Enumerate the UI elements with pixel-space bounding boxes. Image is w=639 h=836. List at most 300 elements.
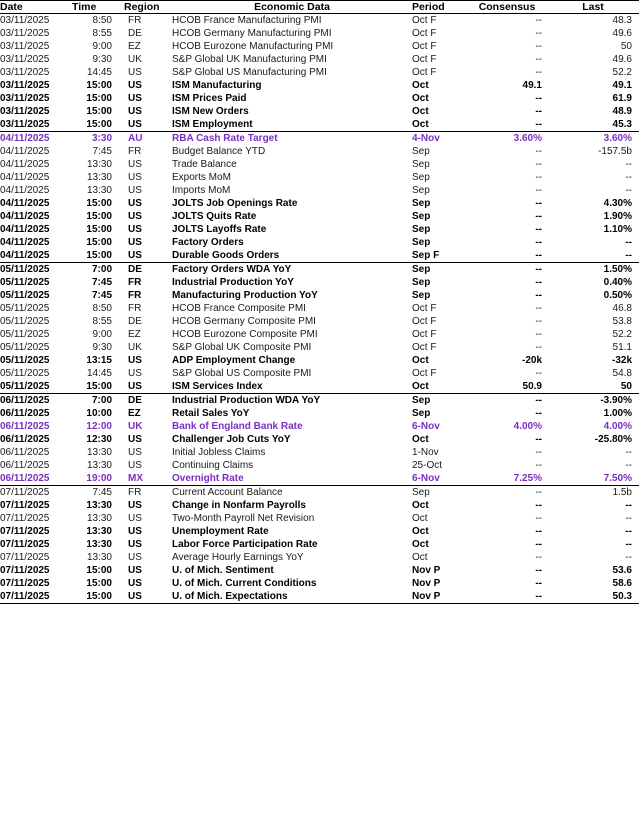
cell-consensus: -- bbox=[535, 41, 542, 52]
cell-region: EZ bbox=[128, 408, 141, 419]
cell-time: 7:45 bbox=[72, 486, 120, 500]
cell-consensus: -- bbox=[535, 28, 542, 39]
cell-time: 13:30 bbox=[86, 513, 112, 524]
cell-last: -- bbox=[625, 552, 632, 563]
cell-consensus: -- bbox=[535, 106, 542, 117]
cell-event: Exports MoM bbox=[172, 172, 231, 183]
cell-date: 04/11/2025 bbox=[0, 185, 50, 196]
cell-time: 13:30 bbox=[86, 159, 112, 170]
table-row[interactable] bbox=[0, 105, 639, 118]
cell-date: 03/11/2025 bbox=[0, 67, 50, 78]
cell-consensus: -- bbox=[535, 277, 542, 288]
cell-time: 8:50 bbox=[92, 15, 112, 26]
cell-region: US bbox=[128, 93, 142, 104]
cell-event: Average Hourly Earnings YoY bbox=[172, 552, 304, 563]
cell-event: Challenger Job Cuts YoY bbox=[172, 434, 291, 445]
cell-last: 4.30% bbox=[603, 198, 632, 209]
cell-time: 15:00 bbox=[86, 381, 112, 392]
table-row[interactable] bbox=[0, 499, 639, 512]
cell-region: US bbox=[128, 578, 142, 589]
table-row[interactable] bbox=[0, 420, 639, 433]
cell-last: 50 bbox=[620, 381, 632, 392]
cell-region: US bbox=[128, 447, 142, 458]
cell-region: FR bbox=[128, 290, 142, 301]
cell-region: US bbox=[128, 172, 142, 183]
table-row[interactable] bbox=[0, 341, 639, 354]
cell-period: Oct bbox=[412, 513, 428, 524]
cell-time: 13:30 bbox=[86, 447, 112, 458]
table-row[interactable] bbox=[0, 210, 639, 223]
cell-period: Sep F bbox=[412, 250, 440, 261]
cell-date: 07/11/2025 bbox=[0, 526, 50, 537]
cell-last: 4.00% bbox=[603, 421, 632, 432]
table-row[interactable] bbox=[0, 92, 639, 105]
cell-event: ISM Employment bbox=[172, 119, 253, 130]
table-row[interactable] bbox=[0, 433, 639, 446]
cell-period: Sep bbox=[412, 224, 431, 235]
cell-event: JOLTS Layoffs Rate bbox=[172, 224, 267, 235]
cell-last: -- bbox=[625, 526, 632, 537]
cell-time: 7:45 bbox=[92, 146, 112, 157]
cell-consensus: -- bbox=[535, 119, 542, 130]
cell-consensus: -- bbox=[468, 486, 550, 500]
cell-date: 06/11/2025 bbox=[0, 473, 50, 484]
table-row[interactable] bbox=[0, 538, 639, 551]
cell-event: Labor Force Participation Rate bbox=[172, 539, 318, 550]
table-row[interactable] bbox=[0, 564, 639, 577]
table-row[interactable] bbox=[0, 263, 639, 277]
cell-last: -- bbox=[625, 237, 632, 248]
table-row[interactable] bbox=[0, 512, 639, 525]
cell-date: 07/11/2025 bbox=[0, 552, 50, 563]
cell-event: JOLTS Quits Rate bbox=[172, 211, 257, 222]
cell-region: DE bbox=[120, 394, 172, 408]
cell-last: -25.80% bbox=[594, 434, 632, 445]
cell-region: US bbox=[128, 106, 142, 117]
cell-period: Oct bbox=[412, 106, 429, 117]
cell-period: Sep bbox=[412, 159, 430, 170]
table-row[interactable] bbox=[0, 249, 639, 263]
cell-period: Sep bbox=[412, 408, 431, 419]
cell-period: Oct bbox=[412, 539, 429, 550]
cell-date: 03/11/2025 bbox=[0, 28, 50, 39]
column-header-consensus[interactable]: Consensus bbox=[468, 1, 550, 14]
cell-time: 15:00 bbox=[86, 250, 112, 261]
cell-time: 15:00 bbox=[86, 211, 112, 222]
table-row[interactable] bbox=[0, 171, 639, 184]
cell-region: EZ bbox=[128, 329, 141, 340]
table-row[interactable] bbox=[0, 66, 639, 79]
column-header-economic-data[interactable]: Economic Data bbox=[172, 1, 412, 14]
cell-event: Manufacturing Production YoY bbox=[172, 290, 318, 301]
cell-last: -- bbox=[625, 460, 632, 471]
cell-period: Oct bbox=[412, 93, 429, 104]
cell-last: 0.40% bbox=[603, 277, 632, 288]
cell-region: EZ bbox=[128, 41, 141, 52]
cell-event: Factory Orders WDA YoY bbox=[172, 263, 412, 277]
cell-date: 07/11/2025 bbox=[0, 578, 50, 589]
cell-last: -32k bbox=[611, 355, 632, 366]
cell-event: Imports MoM bbox=[172, 185, 231, 196]
cell-event: Budget Balance YTD bbox=[172, 146, 266, 157]
table-body bbox=[0, 14, 639, 604]
cell-consensus: 3.60% bbox=[468, 132, 550, 146]
cell-event: Continuing Claims bbox=[172, 460, 254, 471]
cell-time: 9:00 bbox=[92, 41, 112, 52]
cell-date: 04/11/2025 bbox=[0, 159, 50, 170]
table-row[interactable] bbox=[0, 577, 639, 590]
cell-period: Nov P bbox=[412, 578, 441, 589]
cell-event: Bank of England Bank Rate bbox=[172, 421, 303, 432]
cell-date: 07/11/2025 bbox=[0, 486, 72, 500]
cell-last: 51.1 bbox=[612, 342, 632, 353]
cell-date: 05/11/2025 bbox=[0, 277, 50, 288]
cell-period: Oct bbox=[412, 526, 429, 537]
table-row[interactable] bbox=[0, 276, 639, 289]
cell-event: Change in Nonfarm Payrolls bbox=[172, 500, 306, 511]
cell-date: 04/11/2025 bbox=[0, 237, 50, 248]
cell-consensus: -- bbox=[535, 342, 542, 353]
cell-time: 10:00 bbox=[86, 408, 112, 419]
table-row[interactable] bbox=[0, 40, 639, 53]
cell-period: 4-Nov bbox=[412, 132, 468, 146]
cell-event: Retail Sales YoY bbox=[172, 408, 250, 419]
cell-consensus: -- bbox=[535, 316, 542, 327]
cell-region: US bbox=[128, 434, 142, 445]
cell-event: HCOB Eurozone Manufacturing PMI bbox=[172, 41, 334, 52]
cell-last: -- bbox=[625, 159, 632, 170]
cell-event: HCOB Germany Manufacturing PMI bbox=[172, 28, 332, 39]
table-row[interactable] bbox=[0, 236, 639, 249]
cell-last: 1.90% bbox=[603, 211, 632, 222]
table-row[interactable] bbox=[0, 79, 639, 92]
cell-time: 15:00 bbox=[86, 106, 112, 117]
cell-time: 13:30 bbox=[86, 172, 112, 183]
cell-period: Oct F bbox=[412, 15, 437, 26]
cell-date: 05/11/2025 bbox=[0, 342, 50, 353]
cell-region: US bbox=[128, 237, 142, 248]
table-row[interactable] bbox=[0, 590, 639, 603]
cell-last: 48.9 bbox=[612, 106, 632, 117]
cell-date: 03/11/2025 bbox=[0, 41, 50, 52]
cell-event: Unemployment Rate bbox=[172, 526, 269, 537]
cell-consensus: -- bbox=[535, 552, 542, 563]
cell-region: US bbox=[128, 198, 142, 209]
cell-last: -- bbox=[625, 500, 632, 511]
cell-consensus: -- bbox=[535, 250, 542, 261]
cell-region: US bbox=[128, 355, 142, 366]
cell-date: 05/11/2025 bbox=[0, 303, 50, 314]
table-header-row bbox=[0, 1, 639, 14]
table-row[interactable] bbox=[0, 328, 639, 341]
table-row[interactable] bbox=[0, 394, 639, 408]
cell-event: JOLTS Job Openings Rate bbox=[172, 198, 298, 209]
cell-last: 45.3 bbox=[612, 119, 632, 130]
cell-period: Oct bbox=[412, 381, 429, 392]
cell-last: 1.5b bbox=[550, 486, 639, 500]
cell-region: US bbox=[128, 500, 142, 511]
table-row[interactable] bbox=[0, 525, 639, 538]
cell-region: US bbox=[128, 565, 142, 576]
cell-consensus: -- bbox=[535, 159, 542, 170]
cell-time: 13:30 bbox=[86, 185, 112, 196]
cell-time: 13:30 bbox=[86, 526, 112, 537]
cell-time: 15:00 bbox=[86, 237, 112, 248]
cell-last: 1.00% bbox=[603, 408, 632, 419]
cell-consensus: -- bbox=[535, 54, 542, 65]
column-header-date[interactable]: Date bbox=[0, 1, 72, 14]
cell-period: Oct bbox=[412, 434, 429, 445]
table-row[interactable] bbox=[0, 14, 639, 28]
cell-date: 07/11/2025 bbox=[0, 500, 50, 511]
cell-date: 07/11/2025 bbox=[0, 565, 50, 576]
cell-date: 06/11/2025 bbox=[0, 460, 50, 471]
cell-consensus: -- bbox=[535, 368, 542, 379]
cell-event: U. of Mich. Sentiment bbox=[172, 565, 274, 576]
cell-region: US bbox=[128, 211, 142, 222]
cell-date: 06/11/2025 bbox=[0, 434, 50, 445]
cell-event: U. of Mich. Expectations bbox=[172, 591, 288, 602]
cell-time: 8:55 bbox=[92, 316, 112, 327]
cell-date: 04/11/2025 bbox=[0, 172, 50, 183]
table-row[interactable] bbox=[0, 197, 639, 210]
cell-last: 50 bbox=[620, 41, 632, 52]
cell-event: Durable Goods Orders bbox=[172, 250, 280, 261]
cell-time: 8:50 bbox=[92, 303, 112, 314]
cell-consensus: -- bbox=[535, 211, 542, 222]
cell-period: Oct bbox=[412, 552, 428, 563]
cell-event: Initial Jobless Claims bbox=[172, 447, 266, 458]
table-row[interactable] bbox=[0, 132, 639, 146]
cell-region: US bbox=[128, 591, 142, 602]
table-row[interactable] bbox=[0, 407, 639, 420]
cell-region: FR bbox=[128, 146, 142, 157]
cell-event: S&P Global US Composite PMI bbox=[172, 368, 312, 379]
cell-event: Factory Orders bbox=[172, 237, 244, 248]
cell-last: 52.2 bbox=[612, 67, 632, 78]
cell-period: Sep bbox=[412, 198, 431, 209]
cell-period: Sep bbox=[412, 172, 430, 183]
cell-period: 6-Nov bbox=[412, 473, 440, 484]
cell-time: 7:45 bbox=[91, 290, 112, 301]
cell-date: 06/11/2025 bbox=[0, 394, 72, 408]
table-row[interactable] bbox=[0, 459, 639, 472]
cell-date: 06/11/2025 bbox=[0, 447, 50, 458]
cell-consensus: -- bbox=[535, 329, 542, 340]
cell-last: -- bbox=[625, 539, 632, 550]
cell-date: 05/11/2025 bbox=[0, 316, 50, 327]
cell-time: 9:30 bbox=[92, 54, 112, 65]
cell-consensus: -- bbox=[535, 237, 542, 248]
cell-region: UK bbox=[128, 342, 142, 353]
cell-date: 07/11/2025 bbox=[0, 539, 50, 550]
cell-event: Overnight Rate bbox=[172, 473, 244, 484]
cell-date: 04/11/2025 bbox=[0, 132, 72, 146]
cell-consensus: -- bbox=[535, 539, 542, 550]
cell-date: 03/11/2025 bbox=[0, 119, 50, 130]
cell-period: Oct bbox=[412, 355, 429, 366]
cell-consensus: -- bbox=[535, 290, 542, 301]
cell-region: US bbox=[128, 159, 142, 170]
table-header bbox=[0, 1, 639, 14]
cell-time: 13:30 bbox=[86, 552, 112, 563]
table-row[interactable] bbox=[0, 551, 639, 564]
table-row[interactable] bbox=[0, 486, 639, 500]
cell-date: 05/11/2025 bbox=[0, 368, 50, 379]
table-row[interactable] bbox=[0, 158, 639, 171]
cell-consensus: 4.00% bbox=[513, 421, 542, 432]
cell-event: U. of Mich. Current Conditions bbox=[172, 578, 317, 589]
cell-time: 8:55 bbox=[92, 28, 112, 39]
cell-region: DE bbox=[128, 28, 142, 39]
cell-period: Sep bbox=[412, 486, 468, 500]
cell-time: 15:00 bbox=[86, 224, 112, 235]
cell-last: -- bbox=[625, 172, 632, 183]
cell-event: HCOB Eurozone Composite PMI bbox=[172, 329, 318, 340]
column-header-period[interactable]: Period bbox=[412, 1, 468, 14]
cell-last: 0.50% bbox=[603, 290, 632, 301]
cell-time: 7:00 bbox=[72, 394, 120, 408]
cell-last: 61.9 bbox=[612, 93, 632, 104]
cell-region: UK bbox=[128, 421, 143, 432]
cell-region: US bbox=[128, 552, 142, 563]
cell-date: 04/11/2025 bbox=[0, 250, 50, 261]
cell-time: 15:00 bbox=[86, 565, 112, 576]
table-row[interactable] bbox=[0, 315, 639, 328]
cell-last: 49.6 bbox=[612, 28, 632, 39]
cell-last: 3.60% bbox=[550, 132, 639, 146]
cell-time: 12:00 bbox=[86, 421, 112, 432]
cell-date: 04/11/2025 bbox=[0, 198, 50, 209]
cell-date: 05/11/2025 bbox=[0, 381, 50, 392]
cell-period: Sep bbox=[412, 237, 431, 248]
cell-region: AU bbox=[120, 132, 172, 146]
cell-time: 13:30 bbox=[86, 500, 112, 511]
cell-date: 05/11/2025 bbox=[0, 329, 50, 340]
cell-consensus: -- bbox=[535, 408, 542, 419]
cell-period: Oct F bbox=[412, 54, 437, 65]
cell-consensus: -- bbox=[535, 224, 542, 235]
cell-consensus: -- bbox=[535, 565, 542, 576]
cell-period: Oct F bbox=[412, 67, 437, 78]
cell-date: 06/11/2025 bbox=[0, 408, 50, 419]
cell-last: 54.8 bbox=[612, 368, 632, 379]
table-row[interactable] bbox=[0, 53, 639, 66]
column-header-region[interactable]: Region bbox=[120, 1, 172, 14]
cell-last: 58.6 bbox=[612, 578, 632, 589]
cell-period: 6-Nov bbox=[412, 421, 440, 432]
cell-period: Oct F bbox=[412, 28, 437, 39]
cell-event: HCOB Germany Composite PMI bbox=[172, 316, 316, 327]
cell-last: 46.8 bbox=[612, 303, 632, 314]
cell-last: 48.3 bbox=[612, 15, 632, 26]
cell-period: Sep bbox=[412, 211, 431, 222]
cell-time: 15:00 bbox=[86, 80, 112, 91]
cell-consensus: -- bbox=[535, 93, 542, 104]
cell-event: Industrial Production WDA YoY bbox=[172, 394, 412, 408]
economic-calendar-table bbox=[0, 1, 639, 603]
cell-period: Oct F bbox=[412, 368, 437, 379]
cell-date: 07/11/2025 bbox=[0, 591, 50, 602]
cell-last: 53.8 bbox=[612, 316, 632, 327]
table-row[interactable] bbox=[0, 118, 639, 132]
cell-date: 05/11/2025 bbox=[0, 355, 50, 366]
cell-consensus: -- bbox=[535, 578, 542, 589]
cell-event: ISM Prices Paid bbox=[172, 93, 247, 104]
cell-last: 49.6 bbox=[612, 54, 632, 65]
table-row[interactable] bbox=[0, 380, 639, 394]
cell-last: 49.1 bbox=[612, 80, 632, 91]
cell-time: 15:00 bbox=[86, 198, 112, 209]
cell-period: Oct bbox=[412, 119, 429, 130]
table-row[interactable] bbox=[0, 27, 639, 40]
cell-event: RBA Cash Rate Target bbox=[172, 132, 412, 146]
cell-period: Nov P bbox=[412, 591, 441, 602]
cell-event: S&P Global US Manufacturing PMI bbox=[172, 67, 327, 78]
table-row[interactable] bbox=[0, 302, 639, 315]
cell-time: 7:00 bbox=[72, 263, 120, 277]
cell-event: ISM Manufacturing bbox=[172, 80, 262, 91]
cell-last: 50.3 bbox=[612, 591, 632, 602]
table-row[interactable] bbox=[0, 354, 639, 367]
column-header-time[interactable]: Time bbox=[72, 1, 120, 14]
cell-date: 03/11/2025 bbox=[0, 15, 50, 26]
cell-time: 15:00 bbox=[86, 591, 112, 602]
cell-date: 05/11/2025 bbox=[0, 263, 72, 277]
cell-consensus: -- bbox=[535, 591, 542, 602]
cell-time: 9:00 bbox=[92, 329, 112, 340]
cell-date: 04/11/2025 bbox=[0, 224, 50, 235]
cell-region: US bbox=[128, 513, 142, 524]
cell-time: 7:45 bbox=[91, 277, 112, 288]
cell-event: ADP Employment Change bbox=[172, 355, 296, 366]
cell-period: Sep bbox=[412, 277, 431, 288]
cell-region: DE bbox=[128, 316, 142, 327]
table-row[interactable] bbox=[0, 367, 639, 380]
cell-region: US bbox=[128, 526, 142, 537]
table-row[interactable] bbox=[0, 472, 639, 486]
cell-region: US bbox=[128, 67, 142, 78]
cell-time: 14:45 bbox=[86, 368, 112, 379]
cell-period: Sep bbox=[412, 185, 430, 196]
cell-region: US bbox=[128, 539, 142, 550]
cell-period: 25-Oct bbox=[412, 460, 443, 471]
cell-date: 03/11/2025 bbox=[0, 54, 50, 65]
cell-consensus: -- bbox=[535, 447, 542, 458]
table-row[interactable] bbox=[0, 289, 639, 302]
cell-consensus: -- bbox=[535, 67, 542, 78]
cell-consensus: -- bbox=[535, 434, 542, 445]
cell-region: DE bbox=[120, 263, 172, 277]
cell-date: 04/11/2025 bbox=[0, 211, 50, 222]
table-row[interactable] bbox=[0, 145, 639, 158]
cell-region: US bbox=[128, 80, 142, 91]
cell-region: US bbox=[128, 250, 142, 261]
cell-consensus: -- bbox=[535, 172, 542, 183]
table-row[interactable] bbox=[0, 184, 639, 197]
column-header-last[interactable]: Last bbox=[550, 1, 639, 14]
cell-period: Nov P bbox=[412, 565, 441, 576]
cell-time: 15:00 bbox=[86, 578, 112, 589]
cell-event: S&P Global UK Composite PMI bbox=[172, 342, 312, 353]
cell-last: 1.10% bbox=[603, 224, 632, 235]
cell-last: 52.2 bbox=[612, 329, 632, 340]
table-row[interactable] bbox=[0, 223, 639, 236]
cell-last: -157.5b bbox=[598, 146, 632, 157]
cell-region: FR bbox=[128, 303, 142, 314]
table-row[interactable] bbox=[0, 446, 639, 459]
cell-last: -- bbox=[625, 513, 632, 524]
